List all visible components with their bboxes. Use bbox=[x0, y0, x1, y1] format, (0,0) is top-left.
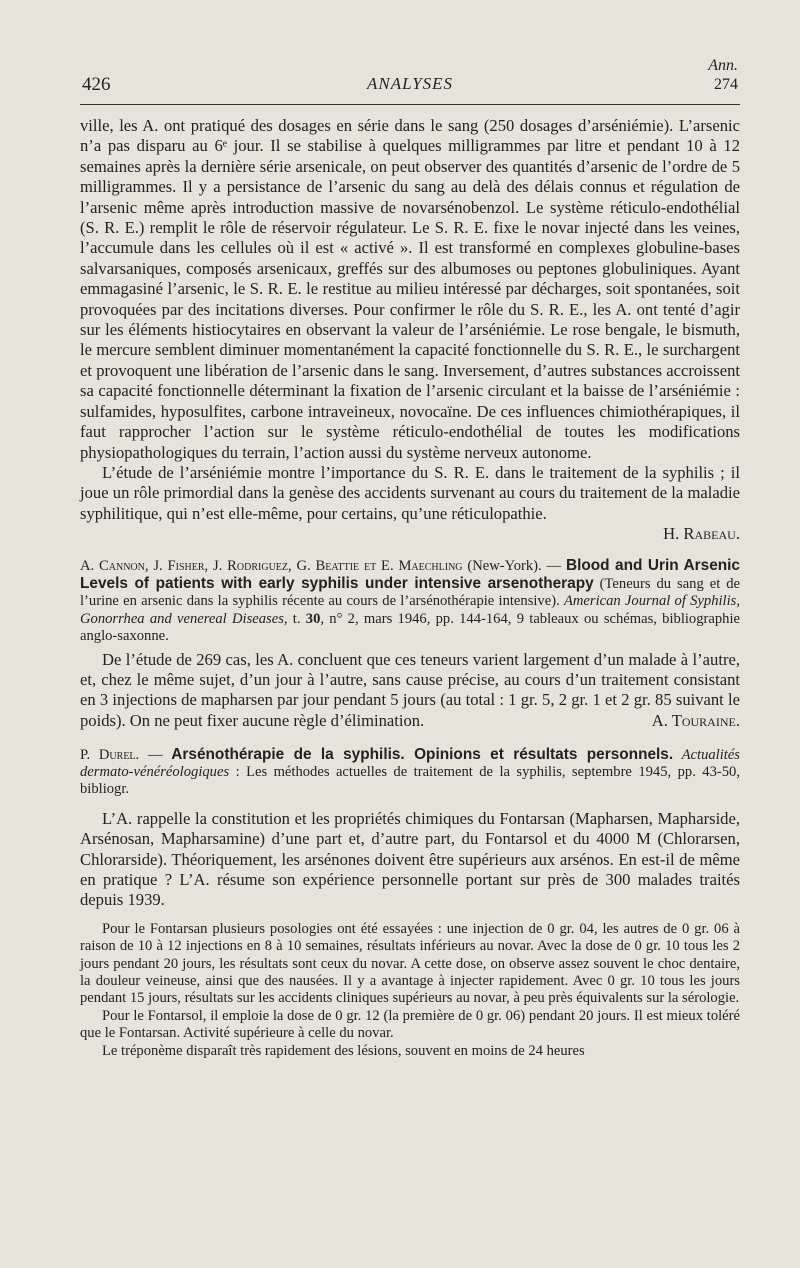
review3-journal: Actualités dermato-vénéréologiques bbox=[80, 746, 740, 780]
review1-signature: H. Rabeau. bbox=[663, 524, 740, 544]
page-body bbox=[80, 116, 740, 1060]
review2-subtitle: (Teneurs du sang et de l’urine en arsenic dans la syphilis récente au cours de l’arsénothérapie intensive). bbox=[80, 575, 740, 610]
review1-paragraph1: ville, les A. ont pratiqué des dosages en série dans le sang (250 dosages d’arséniémie). L’arsenic n’a pas disparu au 6ᵉ jour. Il se stabilise à quelques milligrammes par litre et pendant 10 à 12 semaines après la dernière série arsenicale, on peut observer des quantités d’arsenic de l’ordre de 5 milligrammes. Il y a persistance de l’arsenic du sang au delà des délais connus et régulation de l’arsenic même après introduction massive de novarsénobenzol. Le système réticulo-endothélial (S. R. E.) remplit le rôle de réservoir régulateur. Le S. R. E. fixe le novar injecté dans les veines, l’accumule dans les cellules où il est « activé ». Il est transformé en complexes globuline-bases salvarsaniques, composés arsenicaux, greffés sur des albumoses ou peptones globuliniques. Ayant emmagasiné l’arsenic, le S. R. E. le restitue au milieu intéressé par décharges, soit spontanées, soit provoquées par des incitations diverses. Pour confirmer le rôle du S. R. E., les A. ont tenté d’agir sur les éléments histiocytaires en observant la valeur de l’arséniémie. Le rose bengale, le bismuth, le mercure semblent diminuer momentanément la capacité fonctionnelle du S. R. E., le surchargent et provoquent une libération de l’arsenic dans le sang. Inversement, d’autres substances accroissent sa capacité fonctionnelle déterminant la fixation de l’arsenic circulant et la baisse de l’arséniémie : sulfamides, hyposulfites, carbone intraveineux, novocaïne. De ces influences chimiothérapiques, il faut rapprocher l’action sur le système réticulo-endothélial de toutes les modifications physiopathologiques du terrain, l’action aussi du système nerveux autonome. bbox=[80, 116, 740, 462]
review3-title: Arsénothérapie de la syphilis. Opinions et résultats personnels. bbox=[171, 745, 674, 763]
review2-details: , n° 2, mars 1946, pp. 144-164, 9 tableaux ou schémas, bibliographie anglo-saxonne. bbox=[80, 610, 740, 645]
handwritten-annotation bbox=[708, 56, 738, 94]
review2-reference bbox=[80, 557, 740, 646]
review3-paragraph4: Le tréponème disparaît très rapidement des lésions, souvent en moins de 24 heures bbox=[102, 1042, 585, 1059]
review2-authors: A. Cannon, J. Fisher, J. Rodriguez, G. Beattie et E. Maechling bbox=[80, 557, 463, 574]
review2-paragraph: De l’étude de 269 cas, les A. concluent que ces teneurs varient largement d’un malade à l’autre, et, chez le même sujet, d’un jour à l’autre, sans cause précise, au cours d’un traitement consistant en 3 injections de mapharsen par jour pendant 5 jours (au total : 1 gr. 5, 2 gr. 1 et 2 gr. 85 suivant le poids). On ne peut fixer aucune règle d’élimination. bbox=[80, 649, 740, 730]
review1-paragraph2: L’étude de l’arséniémie montre l’importance du S. R. E. dans le traitement de la syphilis ; il joue un rôle primordial dans la genèse des accidents survenant au cours du traitement de la maladie syphilitique, qui n’est elle-même, pour certains, qu’une réticulopathie. bbox=[80, 462, 740, 523]
review3-paragraph1: L’A. rappelle la constitution et les propriétés chimiques du Fontarsan (Mapharsen, Mapharside, Arsénosan, Mapharsamine) d’une part et, d’autre part, du Fontarsol et du 4000 M (Chlorarsen, Chlorarside). Théoriquement, les arsénones doivent être supérieurs aux arsénos. En est-il de même en pratique ? L’A. résume son expérience personnelle portant sur près de 300 malades traités depuis 1939. bbox=[80, 808, 740, 910]
review2-journal: American Journal of Syphilis, Gonorrhea and venereal Diseases bbox=[80, 593, 740, 627]
review3-details: : Les méthodes actuelles de traitement de la syphilis, septembre 1945, pp. 43-50, bibliogr. bbox=[80, 764, 740, 798]
review3-author: P. Durel bbox=[80, 746, 136, 763]
page-number: 426 bbox=[82, 74, 111, 95]
running-title: ANALYSES bbox=[366, 74, 454, 93]
review3-paragraph3: Pour le Fontarsol, il emploie la dose de 0 gr. 12 (la première de 0 gr. 06) pendant 20 jours. Il est mieux toléré que le Fontarsan. Activité supérieure à celle du novar. bbox=[80, 1007, 740, 1042]
review2-volume: 30 bbox=[305, 610, 321, 627]
review2-location: (New-York). — bbox=[462, 557, 566, 574]
review2-title: Blood and Urin Arsenic Levels of patients with early syphilis under intensive arsenotherapy bbox=[80, 556, 740, 592]
page-header bbox=[82, 52, 738, 102]
review3-reference bbox=[80, 746, 740, 799]
review3-dash: . — bbox=[135, 746, 172, 763]
review2-vol-prefix: , t. bbox=[283, 610, 306, 627]
annotation-line1: Ann. bbox=[708, 57, 738, 74]
header-rule bbox=[80, 104, 740, 105]
review3-paragraph2: Pour le Fontarsan plusieurs posologies ont été essayées : une injection de 0 gr. 04, les autres de 0 gr. 06 à raison de 10 à 12 injections en 8 à 10 semaines, résultats inférieurs au novar. Avec la dose de 0 gr. 10 tous les 2 jours pendant 20 jours, les résultats sont ceux du novar. A cette dose, on observe assez souvent le choc dentaire, la douleur veineuse, ainsi que des nausées. Il y a avantage à injecter rapidement. Avec 0 gr. 10 tous les jours pendant 15 jours, résultats sur les accidents cliniques supérieurs au novar, à peu près équivalents sur la sérologie. bbox=[80, 920, 740, 1007]
annotation-line2: 274 bbox=[714, 76, 738, 93]
review2-signature: A. Touraine. bbox=[651, 711, 740, 731]
